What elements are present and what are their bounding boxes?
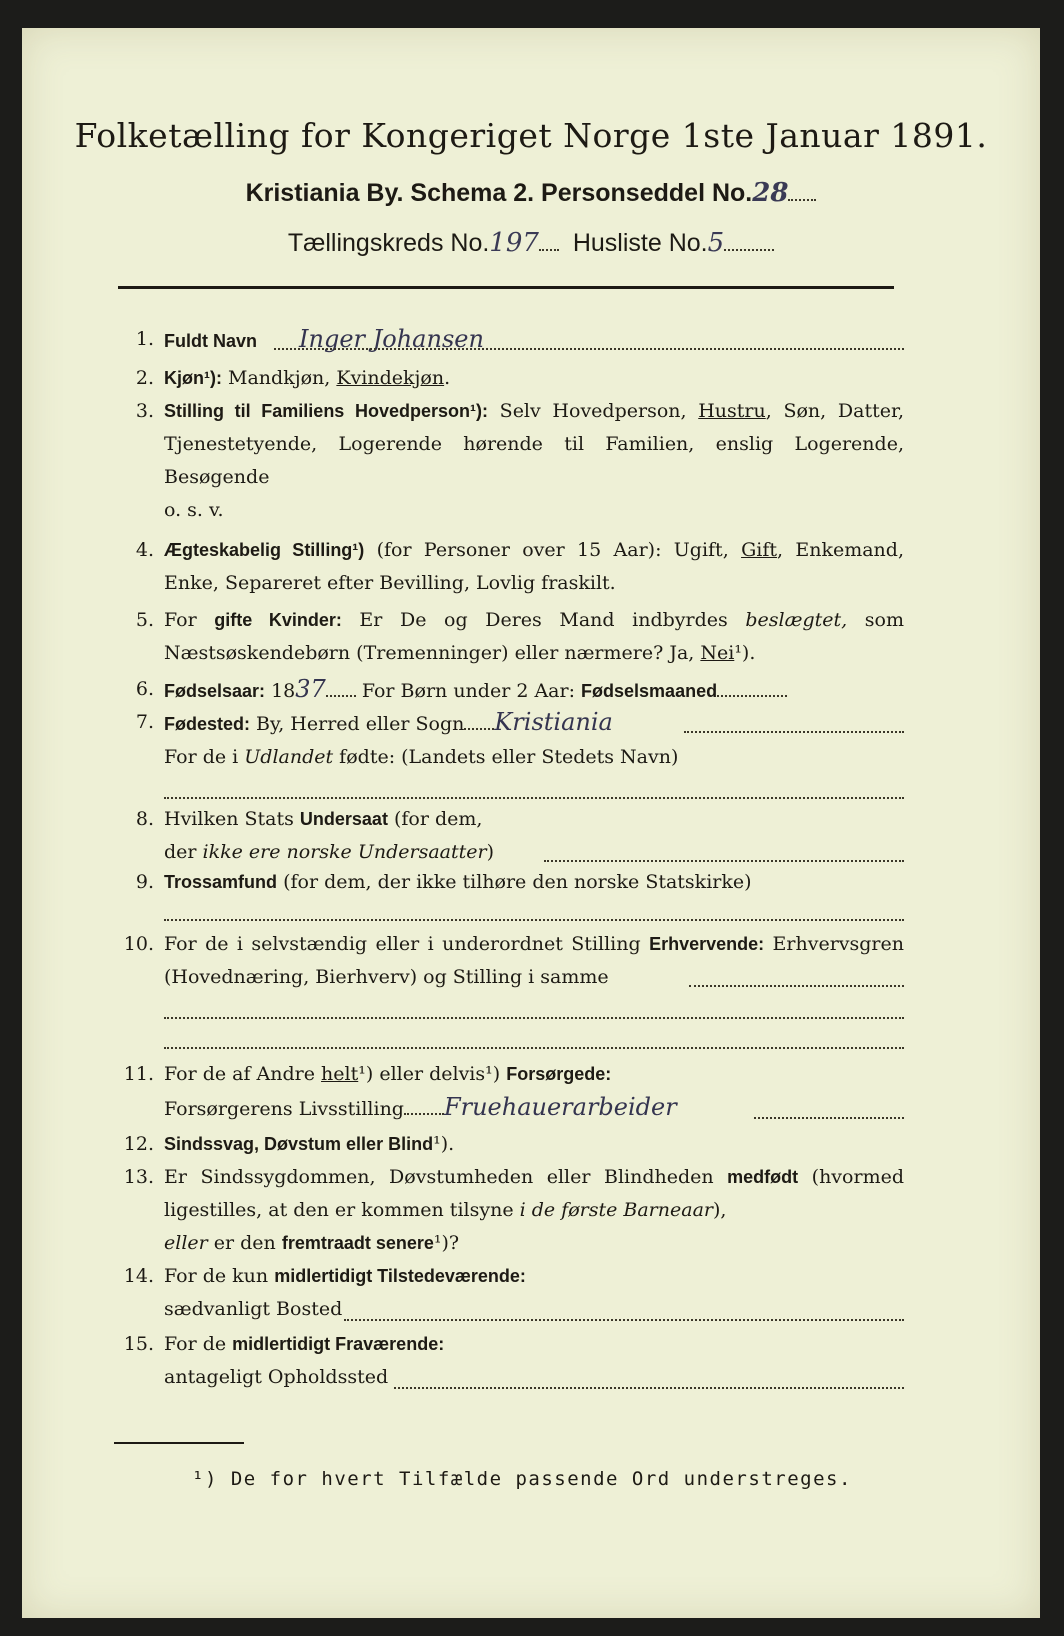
personseddel-number: 28: [752, 178, 789, 208]
childhood-italic: i de første Barneaar: [519, 1199, 713, 1221]
sex-options-end: .: [444, 367, 451, 389]
marital-status-text: (for Personer over 15 Aar): Ugift,: [364, 539, 742, 561]
dotted-line: [164, 1046, 904, 1049]
dotted-line: [164, 1016, 904, 1019]
item-15: [114, 1328, 904, 1398]
full-name-value: Inger Johansen: [299, 325, 484, 353]
occupation-prefix: For de i selvstændig eller i underordnet Stilling: [164, 933, 650, 955]
dotted-fill: [724, 248, 774, 251]
dotted-line: [274, 347, 904, 350]
dotted-fill: [326, 694, 356, 697]
provider-occupation-label: Forsørgerens Livsstilling: [164, 1098, 404, 1120]
item-5: [114, 604, 904, 674]
occupation-text: Erhvervsgren (Hovednæring, Bierhverv) og Stilling i samme: [164, 933, 904, 988]
dotted-line: [684, 730, 904, 733]
item-7: [114, 706, 904, 806]
sex-options-text: Mandkjøn,: [221, 367, 337, 389]
item-number: 2.: [135, 367, 154, 389]
item-13: [114, 1161, 904, 1261]
supported-selected: helt: [321, 1063, 359, 1085]
item-number: 9.: [135, 871, 154, 893]
item-12: [114, 1128, 904, 1162]
occupation-label: Erhvervende:: [649, 934, 765, 954]
item-9: [114, 866, 904, 926]
husliste-label: Husliste No.: [572, 229, 708, 257]
abroad-text: fødte: (Landets eller Stedets Navn): [333, 746, 679, 768]
item-number: 13.: [123, 1166, 154, 1188]
census-form-page: [22, 28, 1040, 1618]
dotted-fill: [404, 1112, 444, 1115]
birth-month-text: For Børn under 2 Aar:: [355, 680, 582, 702]
usual-residence-label: sædvanligt Bosted: [164, 1298, 343, 1320]
item-number: 3.: [135, 400, 154, 422]
dotted-line: [754, 1116, 904, 1119]
district-label: Tællingskreds No.: [287, 229, 490, 257]
item-number: 5.: [135, 609, 154, 631]
birth-year-label: Fødselsaar:: [164, 681, 266, 701]
related-end: ¹).: [734, 642, 756, 664]
married-women-prefix: For: [164, 609, 215, 631]
related-italic: beslægtet,: [745, 609, 848, 631]
birthplace-label: Fødested:: [164, 714, 251, 734]
item-number: 1.: [135, 328, 154, 350]
dotted-line: [544, 859, 904, 862]
item-number: 14.: [123, 1265, 154, 1287]
sex-selected: Kvindekjøn: [336, 367, 445, 389]
item-8: [114, 803, 904, 871]
married-women-label: gifte Kvinder:: [214, 610, 342, 630]
item-number: 4.: [135, 539, 154, 561]
temporary-present-label: midlertidigt Tilstedeværende:: [274, 1266, 526, 1286]
birth-year-value: 37: [295, 675, 326, 703]
dotted-fill: [788, 198, 816, 201]
married-women-text: Er De og Deres Mand indbyrdes: [341, 609, 746, 631]
family-position-options: , Søn, Datter, Tjenestetyende, Logerende hørende til Familien, enslig Logerende, Besøgende: [164, 400, 905, 488]
probable-residence-label: antageligt Opholdssted: [164, 1366, 389, 1388]
later-end: ¹)?: [433, 1232, 460, 1254]
birth-month-label: Fødselsmaaned: [581, 681, 718, 701]
supported-text: ¹) eller delvis¹): [358, 1063, 507, 1085]
family-position-label: Stilling til Familiens Hovedperson¹):: [164, 401, 488, 421]
congenital-text: (hvormed ligestilles, at den er kommen tilsyne: [164, 1166, 904, 1221]
family-position-text: Selv Hovedperson,: [487, 400, 699, 422]
taellingskreds-number: 197: [489, 228, 539, 258]
item-11: [114, 1058, 904, 1128]
temporary-absent-prefix: For de: [164, 1333, 233, 1355]
dotted-line: [394, 1386, 904, 1389]
footnote-divider: [114, 1442, 244, 1444]
dotted-line: [164, 918, 904, 921]
abroad-italic: Udlandet: [244, 746, 334, 768]
temporary-absent-label: midlertidigt Fraværende:: [232, 1334, 445, 1354]
dotted-line: [164, 796, 904, 799]
citizenship-text: (for dem,: [387, 808, 483, 830]
item-number: 6.: [135, 678, 154, 700]
citizenship-italic: ikke ere norske Undersaatter: [202, 841, 487, 863]
schema-line-prefix: Kristiania By. Schema 2. Personseddel No.: [245, 179, 753, 207]
family-position-selected: Hustru: [698, 400, 766, 422]
religion-text: (for dem, der ikke tilhøre den norske Statskirke): [277, 871, 752, 893]
birthplace-text: By, Herred eller Sogn: [250, 713, 465, 735]
provider-occupation-value: Fruehauerarbeider: [443, 1093, 677, 1121]
dotted-line: [344, 1318, 904, 1321]
marital-status-selected: Gift: [741, 539, 777, 561]
birthplace-value: Kristiania: [494, 708, 613, 736]
item-number: 8.: [135, 808, 154, 830]
congenital-label: medfødt: [727, 1167, 799, 1187]
item-number: 12.: [123, 1133, 154, 1155]
dotted-fill: [717, 694, 787, 697]
later-prefix: er den: [207, 1232, 282, 1254]
temporary-present-prefix: For de kun: [164, 1265, 275, 1287]
dotted-fill: [539, 248, 559, 251]
full-name-label: Fuldt Navn: [164, 331, 257, 351]
dotted-fill: [464, 727, 494, 730]
family-position-etc: o. s. v.: [164, 499, 224, 521]
later-label: fremtraadt senere: [281, 1233, 434, 1253]
supported-prefix: For de af Andre: [164, 1063, 322, 1085]
item-6: [114, 673, 904, 707]
birth-year-prefix: 18: [265, 680, 296, 702]
husliste-number: 5: [707, 228, 725, 258]
item-1: [114, 323, 904, 363]
congenital-mid: ),: [713, 1199, 727, 1221]
schema-line: [22, 178, 1040, 208]
or-italic: eller: [164, 1232, 208, 1254]
citizenship-end: ): [486, 841, 494, 863]
citizenship-cond-prefix: der: [164, 841, 203, 863]
item-4: [114, 534, 904, 604]
item-3: [114, 395, 904, 535]
form-title: Folketælling for Kongeriget Norge 1ste Januar 1891.: [74, 116, 988, 155]
married-women-question: som Næstsøskendebørn (Tremenninger) eller nærmere? Ja,: [164, 609, 904, 664]
marital-status-label: Ægteskabelig Stilling¹): [164, 540, 365, 560]
citizenship-prefix: Hvilken Stats: [164, 808, 300, 830]
header-divider: [118, 286, 894, 289]
disability-end: ¹).: [433, 1133, 455, 1155]
item-number: 7.: [135, 711, 154, 733]
item-number: 10.: [123, 933, 154, 955]
supported-label: Forsørgede:: [506, 1064, 612, 1084]
item-number: 15.: [123, 1333, 154, 1355]
item-2: [114, 362, 904, 396]
related-selected: Nei: [700, 642, 735, 664]
religion-label: Trossamfund: [164, 872, 278, 892]
marital-status-options: , Enkemand, Enke, Separeret efter Bevilling, Lovlig fraskilt.: [164, 539, 904, 594]
district-line: [22, 228, 1040, 258]
sex-label: Kjøn¹):: [164, 368, 222, 388]
dotted-line: [689, 984, 904, 987]
item-number: 11.: [123, 1063, 154, 1085]
citizenship-label: Undersaat: [299, 809, 388, 829]
item-14: [114, 1260, 904, 1330]
disability-label: Sindssvag, Døvstum eller Blind: [164, 1134, 434, 1154]
item-10: [114, 928, 904, 1048]
congenital-prefix: Er Sindssygdommen, Døvstumheden eller Blindheden: [164, 1166, 728, 1188]
footnote: ¹) De for hvert Tilfælde passende Ord understreges.: [192, 1468, 852, 1490]
abroad-prefix: For de i: [164, 746, 245, 768]
